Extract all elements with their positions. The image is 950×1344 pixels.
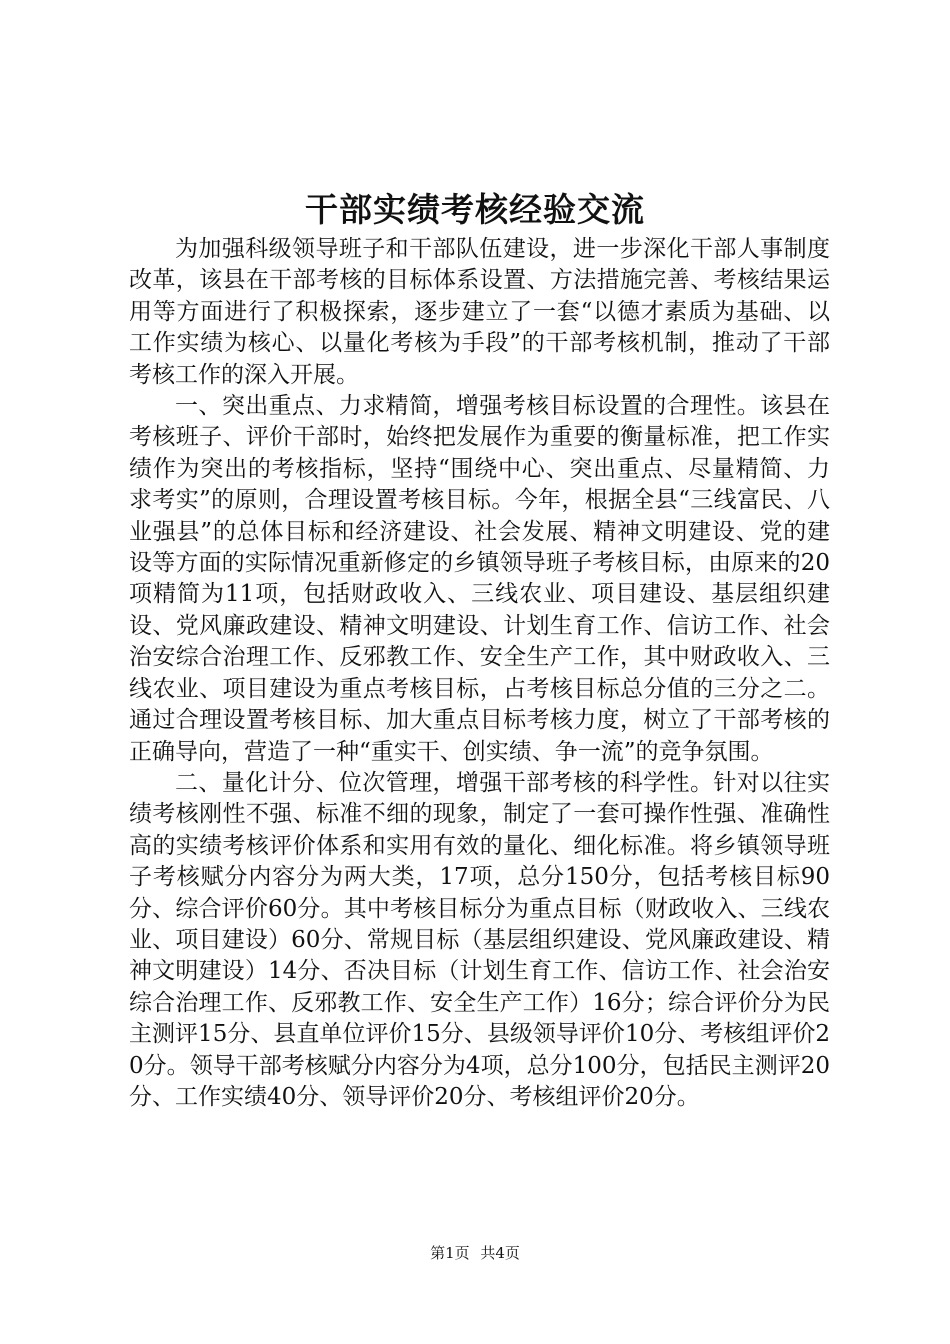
page-footer	[0, 1242, 950, 1264]
paragraph-section-two: 二、量化计分、位次管理，增强干部考核的科学性。针对以往实绩考核刚性不强、标准不细的现象，制定了一套可操作性强、准确性高的实绩考核评价体系和实用有效的量化、细化标准。将乡镇领导班子考核赋分内容分为两大类，17项，总分150分，包括考核目标90分、综合评价60分。其中考核目标分为重点目标（财政收入、三线农业、项目建设）60分、常规目标（基层组织建设、党风廉政建设、精神文明建设）14分、否决目标（计划生育工作、信访工作、社会治安综合治理工作、反邪教工作、安全生产工作）16分；综合评价分为民主测评15分、县直单位评价15分、县级领导评价10分、考核组评价20分。领导干部考核赋分内容分为4项，总分100分，包括民主测评20分、工作实绩40分、领导评价20分、考核组评价20分。	[129, 769, 830, 1110]
document-body	[129, 234, 830, 1113]
page-number-total: 共4页	[480, 1244, 520, 1262]
page-number-current: 第1页	[430, 1244, 470, 1262]
paragraph-intro: 为加强科级领导班子和干部队伍建设，进一步深化干部人事制度改革，该县在干部考核的目标体系设置、方法措施完善、考核结果运用等方面进行了积极探索，逐步建立了一套“以德才素质为基础、以工作实绩为核心、以量化考核为手段”的干部考核机制，推动了干部考核工作的深入开展。	[129, 236, 830, 388]
document-title: 干部实绩考核经验交流	[305, 190, 645, 229]
paragraph-section-one: 一、突出重点、力求精简，增强考核目标设置的合理性。该县在考核班子、评价干部时，始终把发展作为重要的衡量标准，把工作实绩作为突出的考核指标，坚持“围绕中心、突出重点、尽量精简、力求考实”的原则，合理设置考核目标。今年，根据全县“三线富民、八业强县”的总体目标和经济建设、社会发展、精神文明建设、党的建设等方面的实际情况重新修定的乡镇领导班子考核目标，由原来的20项精简为11项，包括财政收入、三线农业、项目建设、基层组织建设、党风廉政建设、精神文明建设、计划生育工作、信访工作、社会治安综合治理工作、反邪教工作、安全生产工作，其中财政收入、三线农业、项目建设为重点考核目标，占考核目标总分值的三分之二。通过合理设置考核目标、加大重点目标考核力度，树立了干部考核的正确导向，营造了一种“重实干、创实绩、争一流”的竞争氛围。	[129, 393, 830, 765]
